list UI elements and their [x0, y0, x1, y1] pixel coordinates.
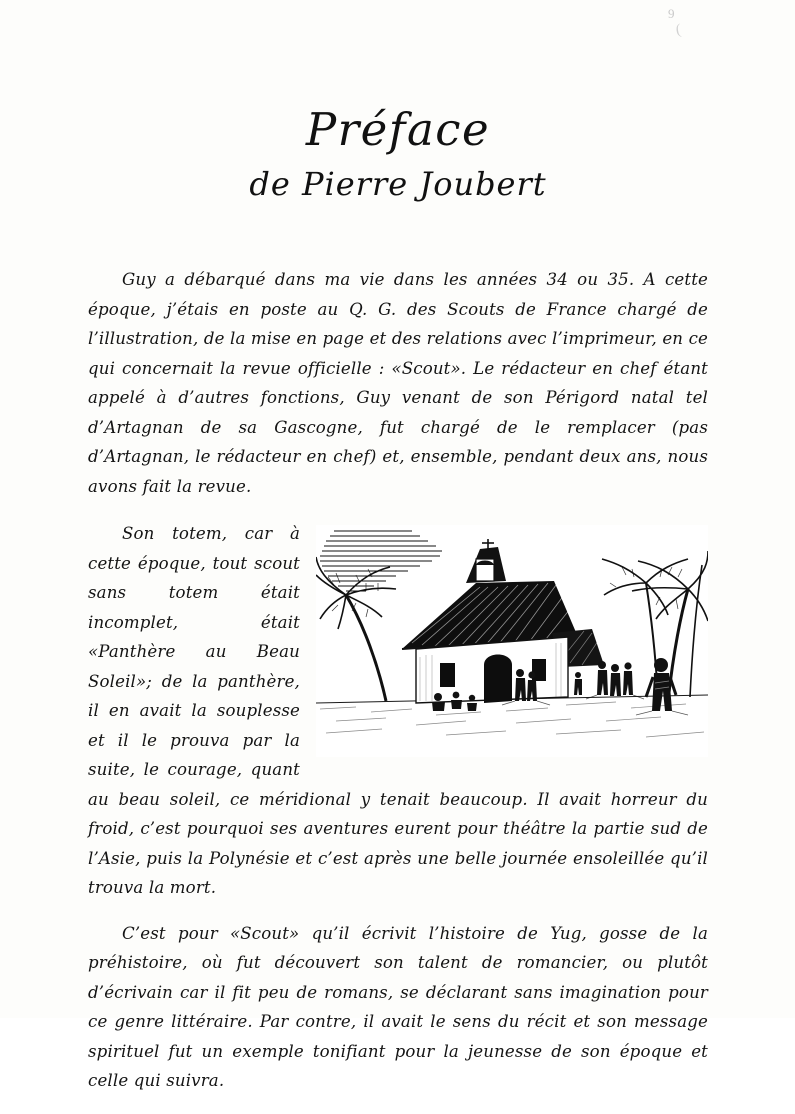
body-text [88, 265, 708, 1096]
chapel-illustration-icon [316, 525, 708, 757]
illustration-figure [316, 525, 708, 757]
page-title: Préface [305, 103, 491, 156]
title-block [88, 0, 708, 203]
scan-artifact-secondary: ( [674, 21, 683, 39]
paragraph-3: C’est pour «Scout» qu’il écrivit l’histoire de Yug, gosse de la préhistoire, où fut découvert son talent de romancier, ou plutôt d’écrivain car il fit peu de romans, se déclarant sans imagination pour ce genre littéraire. Par contre, il avait le sens du récit et son message spirituel fut un exemple tonifiant pour la jeunesse de son époque et celle qui suivra. [88, 923, 708, 1091]
paragraph-2: Son totem, car à cette époque, tout scout sans totem était incomplet, était «Panthère au Beau Soleil»; de la panthère, il en avait la souplesse et il le prouva par la suite, le courage, quant au beau soleil, ce méridional y tenait beaucoup. Il avait horreur du froid, c’est pourquoi ses aventures eurent pour théâtre la partie sud de l’Asie, puis la Polynésie et c’est après une belle journée ensoleillée qu’il trouva la mort. [88, 524, 708, 898]
paragraph-1: Guy a débarqué dans ma vie dans les années 34 ou 35. A cette époque, j’étais en poste au Q. G. des Scouts de France chargé de l’illustration, de la mise en page et des relations avec l’imprimeur, en ce qui concernait la revue officielle : «Scout». Le rédacteur en chef étant appelé à d’autres fonctions, Guy venant de son Périgord natal tel d’Artagnan de sa Gascogne, fut chargé de le remplacer (pas d’Artagnan, le rédacteur en chef) et, ensemble, pendant deux ans, nous avons fait la revue. [88, 270, 708, 496]
page-content [88, 0, 708, 1114]
scan-artifact-top: 9 [668, 6, 675, 21]
page-subtitle: de Pierre Joubert [249, 165, 547, 204]
